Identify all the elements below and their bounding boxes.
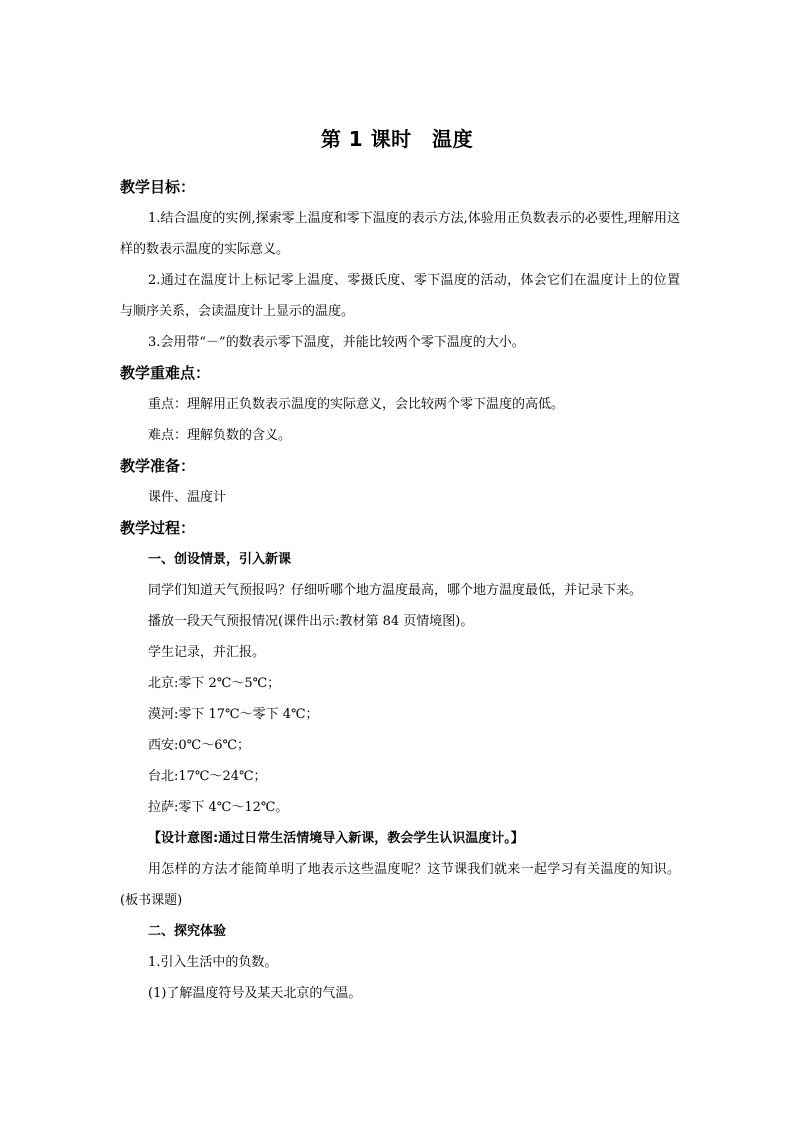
process-paragraph-5: 1.引入生活中的负数。 (148, 955, 278, 970)
process-paragraph-1: 同学们知道天气预报吗？仔细听哪个地方温度最高，哪个地方温度最低，并记录下来。 (148, 583, 643, 598)
objectives-heading: 教学目标： (120, 178, 196, 196)
preparation-heading: 教学准备： (120, 457, 196, 475)
city-temperature-lhasa: 拉萨:零下 4℃～12℃。 (148, 800, 289, 815)
city-temperature-mohe: 漠河:零下 17℃～零下 4℃； (148, 707, 319, 722)
part1-title: 一、创设情景，引入新课 (148, 552, 292, 567)
objective-item-2: 2.通过在温度计上标记零上温度、零摄氏度、零下温度的活动，体会它们在温度计上的位置与顺序关系，会读温度计上显示的温度。 (120, 273, 680, 319)
process-paragraph-4: 用怎样的方法才能简单明了地表示这些温度呢？这节课我们就来一起学习有关温度的知识。(板书课题) (120, 862, 680, 908)
preparation-text: 课件、温度计 (148, 490, 227, 505)
keypoints-heading: 教学重难点： (120, 364, 211, 382)
keypoint-difficult: 难点：理解负数的含义。 (148, 428, 292, 443)
city-temperature-taipei: 台北:17℃～24℃； (148, 769, 267, 784)
page-title: 第 1 课时 温度 (320, 127, 474, 151)
objective-item-3: 3.会用带“－”的数表示零下温度，并能比较两个零下温度的大小。 (148, 335, 525, 350)
document-body (120, 172, 680, 1009)
part2-title: 二、探究体验 (148, 924, 227, 939)
objective-item-1: 1.结合温度的实例,探索零上温度和零下温度的表示方法,体验用正负数表示的必要性,理解用这样的数表示温度的实际意义。 (120, 211, 680, 257)
process-paragraph-3: 学生记录，并汇报。 (148, 645, 266, 660)
process-heading: 教学过程： (120, 519, 196, 537)
city-temperature-beijing: 北京:零下 2℃～5℃； (148, 676, 281, 691)
process-paragraph-6: (1)了解温度符号及某天北京的气温。 (148, 986, 362, 1001)
keypoint-key: 重点：理解用正负数表示温度的实际意义，会比较两个零下温度的高低。 (148, 397, 565, 412)
process-paragraph-2: 播放一段天气预报情况(课件出示:教材第 84 页情境图)。 (148, 614, 474, 629)
city-temperature-xian: 西安:0℃～6℃； (148, 738, 251, 753)
design-note: 【设计意图:通过日常生活情境导入新课，教会学生认识温度计。】 (148, 831, 524, 846)
